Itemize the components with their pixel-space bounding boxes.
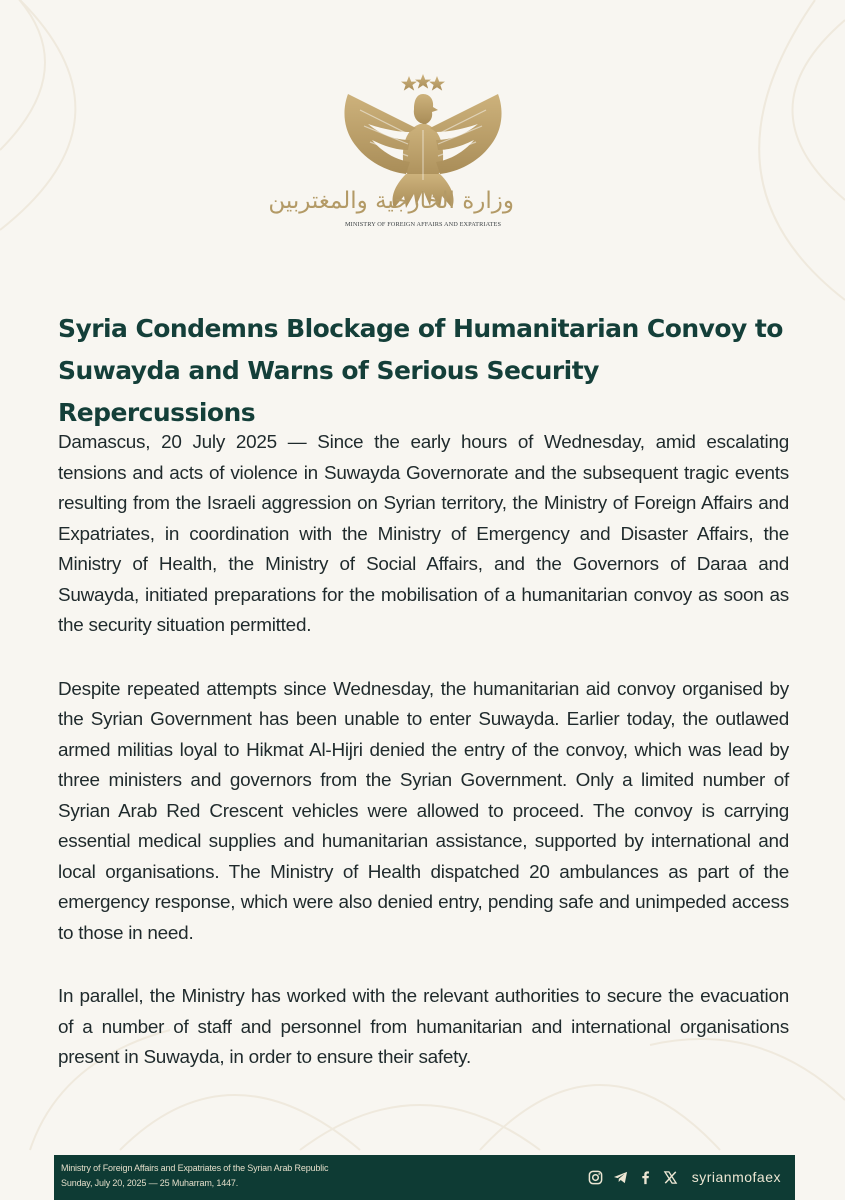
facebook-icon[interactable]	[638, 1170, 653, 1185]
footer-date: Sunday, July 20, 2025 — 25 Muharram, 1447.	[61, 1178, 239, 1188]
footer-ministry-name: Ministry of Foreign Affairs and Expatriates of the Syrian Arab Republic	[61, 1163, 329, 1173]
instagram-icon[interactable]	[588, 1170, 603, 1185]
social-links	[588, 1168, 781, 1186]
ministry-arabic-name: وزارة الخارجية والمغتربين	[268, 188, 514, 214]
article-body	[58, 428, 789, 1107]
paragraph-3: In parallel, the Ministry has worked with the relevant authorities to secure the evacuation of a number of staff and personnel from humanitarian and international organisations present in Suwayda, in order to ensure their safety.	[58, 986, 789, 1068]
paragraph-2: Despite repeated attempts since Wednesday, the humanitarian aid convoy organised by the Syrian Government has been unable to enter Suwayda. Earlier today, the outlawed armed militias loyal to Hikmat Al-Hijri denied the entry of the convoy, which was lead by three ministers and governors from the Syrian Government. Only a limited number of Syrian Arab Red Crescent vehicles were allowed to proceed. The convoy is carrying essential medical supplies and humanitarian assistance, supported by international and local organisations. The Ministry of Health dispatched 20 ambulances as part of the emergency response, which were also denied entry, pending safe and unimpeded access to those in need.	[58, 678, 789, 944]
paragraph-1: Damascus, 20 July 2025 — Since the early hours of Wednesday, amid escalating tensions and acts of violence in Suwayda Governorate and the subsequent tragic events resulting from the Israeli aggression on Syrian territory, the Ministry of Foreign Affairs and Expatriates, in coordination with the Ministry of Emergency and Disaster Affairs, the Ministry of Health, the Ministry of Social Affairs, and the Governors of Daraa and Suwayda, initiated preparations for the mobilisation of a humanitarian convoy as soon as the security situation permitted.	[58, 432, 789, 636]
x-icon[interactable]	[663, 1170, 678, 1185]
footer-bar	[54, 1155, 795, 1200]
social-handle[interactable]: syrianmofaex	[691, 1169, 781, 1185]
title-line-1: Syria Condemns Blockage of Humanitarian Convoy to	[58, 314, 783, 343]
article-title	[58, 308, 798, 434]
title-line-2: Suwayda and Warns of Serious Security Repercussions	[58, 356, 599, 427]
ministry-english-name: MINISTRY OF FOREIGN AFFAIRS AND EXPATRIATES	[344, 221, 502, 228]
telegram-icon[interactable]	[613, 1170, 628, 1185]
